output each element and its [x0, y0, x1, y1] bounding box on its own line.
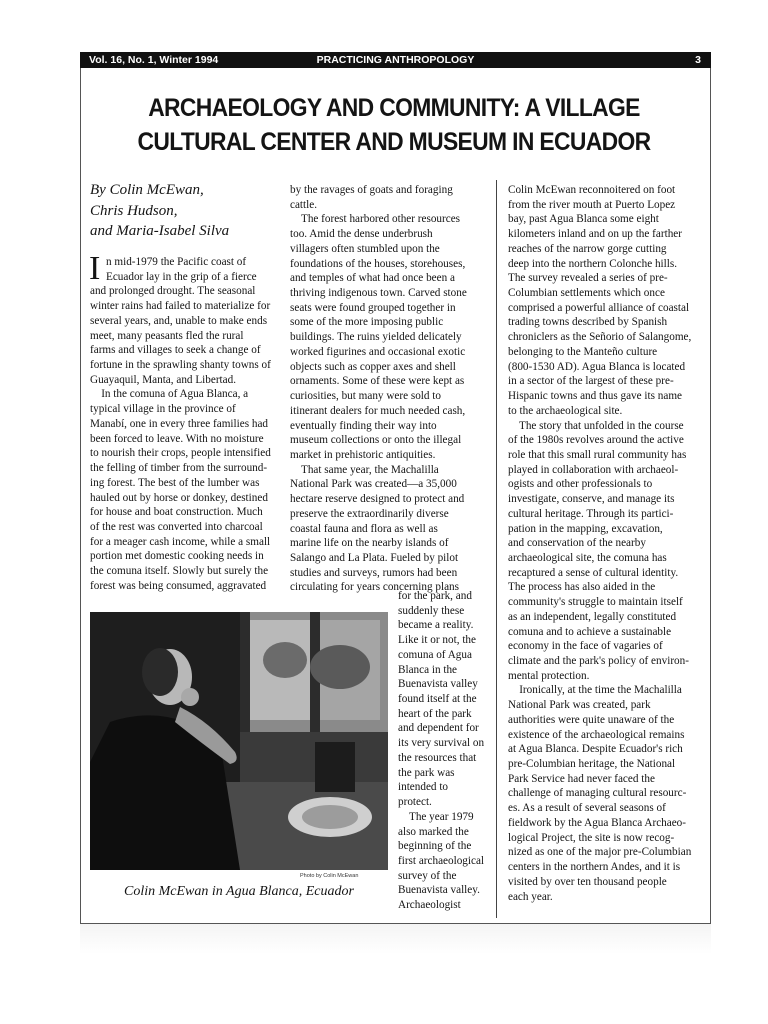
text-line: marine life on the nearby islands of [290, 537, 449, 550]
text-line: first archaeological [398, 854, 485, 867]
text-line: centers in the northern Andes, and it is [508, 861, 681, 874]
text-line: logical Project, the site is now recog- [508, 831, 675, 844]
text-line: Park Service had never faced the [508, 772, 655, 785]
text-line: In the comuna of Agua Blanca, a [90, 388, 249, 401]
header-journal-title: PRACTICING ANTHROPOLOGY [316, 54, 475, 66]
text-line: fieldwork by the Agua Blanca Archaeo- [508, 816, 687, 829]
byline [90, 180, 280, 242]
text-line: and temples of what had once been a [290, 272, 455, 285]
text-line: the comuna itself. Slowly but surely the [90, 565, 269, 578]
text-line: The forest harbored other resources [290, 213, 461, 226]
text-line: bay, past Agua Blanca some eight [508, 213, 659, 226]
text-line: authorities were quite unaware of the [508, 713, 675, 726]
text-line: intended to [398, 781, 449, 794]
text-line: investigate, conserve, and manage its [508, 493, 675, 506]
text-line: market in prehistoric antiquities. [290, 448, 436, 461]
text-line: coastal fauna and flora as well as [290, 522, 438, 535]
text-column-1 [89, 250, 280, 594]
byline-author-2: Chris Hudson, [90, 202, 178, 219]
text-line: objects such as copper axes and shell [290, 360, 456, 373]
text-line: to nourish their crops, people intensified [90, 447, 271, 460]
text-line: role that this small rural community has [508, 448, 687, 461]
text-line: its very survival on [398, 737, 485, 750]
text-line: also marked the [398, 825, 469, 838]
text-line: eventually finding their way into [290, 419, 437, 432]
text-line: Buenavista valley [398, 678, 478, 691]
running-header [80, 52, 711, 68]
column-divider [496, 180, 497, 918]
text-line: preserve the extraordinarily diverse [290, 507, 449, 520]
text-line: The year 1979 [398, 810, 474, 823]
text-line: Columbian settlements which once [508, 287, 665, 300]
text-line: circulating for years concerning plans [290, 581, 459, 594]
article-title-line-1: ARCHAEOLOGY AND COMMUNITY: A VILLAGE [148, 95, 640, 122]
text-line: the resources that [398, 751, 477, 764]
text-line: as an independent, legally constituted [508, 610, 677, 623]
text-line: foundations of the houses, storehouses, [290, 257, 466, 270]
text-line: in a sector of the largest of these pre- [508, 375, 674, 388]
text-column-3 [508, 183, 706, 904]
text-line: museum collections or onto the illegal [290, 434, 462, 447]
text-line: meet, many peasants fled the rural [90, 329, 244, 342]
text-line: the park was [398, 766, 455, 779]
text-line: Like it or not, the [398, 634, 476, 647]
text-line: curiosities, but many were sold to [290, 390, 442, 403]
text-line: Blanca in the [398, 663, 458, 676]
text-line: from the river mouth at Puerto Lopez [508, 198, 676, 211]
text-line: mental protection. [508, 669, 590, 682]
text-line: Colin McEwan reconnoitered on foot [508, 184, 676, 196]
text-line: ogists and other professionals to [508, 478, 653, 491]
text-line: thriving indigenous town. Carved stone [290, 287, 467, 300]
text-line: challenge of managing cultural resourc- [508, 787, 687, 800]
text-line: the felling of timber from the surround- [90, 462, 268, 475]
text-line: Hispanic towns and thus gave its name [508, 390, 682, 403]
text-line: Ironically, at the time the Machalilla [508, 684, 682, 697]
text-line: villagers often stumbled upon the [290, 242, 440, 255]
text-line: found itself at the [398, 693, 477, 706]
text-line: climate and the park's policy of environ- [508, 655, 689, 667]
text-line: worked figurines and occasional exotic [290, 345, 466, 358]
text-line: Salango and La Plata. Fueled by pilot [290, 551, 459, 564]
text-line: Buenavista valley. [398, 884, 480, 897]
text-line: n mid-1979 the Pacific coast of [106, 256, 247, 268]
text-line: Manabí, one in every three families had [90, 417, 269, 430]
text-line: of the 1980s revolves around the active [508, 434, 684, 447]
text-line: became a reality. [398, 619, 474, 632]
text-line: at Agua Blanca. Despite Ecuador's rich [508, 743, 683, 756]
text-line: comuna and to achieve a sustainable [508, 625, 672, 638]
text-line: ing forest. The best of the lumber was [90, 476, 260, 489]
text-line: reaches of the narrow gorge cutting [508, 242, 667, 255]
page-bottom-shadow [80, 924, 711, 954]
text-line: The survey revealed a series of pre- [508, 272, 668, 285]
text-line: hectare reserve designed to protect and [290, 493, 465, 506]
text-line: to the archaeological site. [508, 404, 623, 417]
text-line: played in collaboration with archaeol- [508, 463, 679, 476]
text-line: deep into the northern Colonche hills. [508, 257, 678, 270]
text-line: heart of the park [398, 707, 472, 720]
text-line: survey of the [398, 869, 457, 882]
text-line: trading towns described by Spanish [508, 316, 668, 329]
text-line: Archaeologist [398, 899, 461, 912]
text-line: es. As a result of several seasons of [508, 802, 666, 815]
text-line: winter rains had failed to materialize for [90, 300, 271, 313]
text-column-2-wrap [398, 589, 493, 913]
text-line: ornaments. Some of these were kept as [290, 375, 465, 388]
text-line: and prolonged drought. The seasonal [90, 285, 256, 298]
text-line: pre-Columbian heritage, the National [508, 758, 676, 771]
text-line: belonging to the Manteño culture [508, 345, 658, 358]
text-line: protect. [398, 796, 432, 809]
text-line: some of the more imposing public [290, 316, 444, 329]
text-line: each year. [508, 890, 553, 903]
article-title-line-2: CULTURAL CENTER AND MUSEUM IN ECUADOR [137, 129, 651, 156]
header-volume: Vol. 16, No. 1, Winter 1994 [89, 54, 219, 66]
byline-author-1: By Colin McEwan, [90, 182, 204, 198]
text-line: itinerant dealers for much needed cash, [290, 404, 466, 417]
text-line: visited by over ten thousand people [508, 875, 667, 888]
text-line: community's struggle to maintain itself [508, 596, 683, 609]
text-line: cattle. [290, 198, 318, 211]
text-line: That same year, the Machalilla [290, 463, 439, 476]
header-page-number: 3 [695, 54, 701, 66]
text-line: cultural heritage. Through its partici- [508, 507, 674, 520]
text-line: been forced to leave. With no moisture [90, 432, 264, 445]
text-line: forest was being consumed, aggravated [90, 579, 267, 592]
text-line: chroniclers as the Señorio of Salangome, [508, 331, 692, 344]
text-line: comuna of Agua [398, 648, 472, 661]
text-line: for a meager cash income, while a small [90, 535, 271, 548]
text-column-2 [290, 183, 490, 595]
text-line: fortune in the sprawling shanty towns of [90, 359, 271, 372]
text-line: several years, and, unable to make ends [90, 314, 268, 327]
text-line: Guayaquil, Manta, and Libertad. [90, 373, 237, 386]
text-line: of the rest was converted into charcoal [90, 520, 263, 533]
text-line: comprised a powerful alliance of coastal [508, 301, 690, 314]
text-line: seats were found grouped together in [290, 301, 456, 314]
article-title [109, 92, 678, 160]
text-line: for house and boat construction. Much [90, 506, 263, 519]
text-line: by the ravages of goats and foraging [290, 184, 453, 196]
text-line: National Park was created, park [508, 699, 651, 712]
text-line: and conservation of the nearby [508, 537, 646, 550]
text-line: Ecuador lay in the grip of a fierce [106, 270, 257, 283]
text-line: archaeological site, the comuna has [508, 551, 667, 564]
text-line: typical village in the province of [90, 403, 236, 416]
text-line: too. Amid the dense underbrush [290, 228, 433, 241]
text-line: The story that unfolded in the course [508, 419, 684, 432]
text-line: studies and surveys, rumors had been [290, 566, 458, 579]
text-line: pation in the mapping, excavation, [508, 522, 663, 535]
text-line: recaptured a sense of cultural identity. [508, 566, 679, 579]
text-line: hauled out by horse or donkey, destined [90, 491, 268, 504]
text-line: for the park, and [398, 590, 472, 602]
text-line: buildings. The ruins yielded delicately [290, 331, 462, 344]
text-line: The process has also aided in the [508, 581, 656, 594]
text-line: nized as one of the major pre-Columbian [508, 846, 692, 859]
text-line: portion met domestic cooking needs in [90, 550, 264, 563]
text-line: kilometers inland and on up the farther [508, 228, 682, 241]
text-line: National Park was created—a 35,000 [290, 478, 457, 491]
article-photo [90, 612, 388, 870]
text-line: suddenly these [398, 604, 465, 617]
text-line: and dependent for [398, 722, 479, 735]
text-line: farms and villages to seek a change of [90, 344, 261, 357]
photo-credit: Photo by Colin McEwan [300, 873, 359, 879]
photo-caption: Colin McEwan in Agua Blanca, Ecuador [124, 884, 354, 899]
byline-author-3: and Maria-Isabel Silva [90, 223, 230, 239]
drop-cap: I [89, 250, 101, 287]
text-line: beginning of the [398, 840, 472, 853]
text-line: existence of the archaeological remains [508, 728, 685, 741]
text-line: (800-1530 AD). Agua Blanca is located [508, 360, 686, 373]
text-line: economy in the face of vagaries of [508, 640, 663, 653]
